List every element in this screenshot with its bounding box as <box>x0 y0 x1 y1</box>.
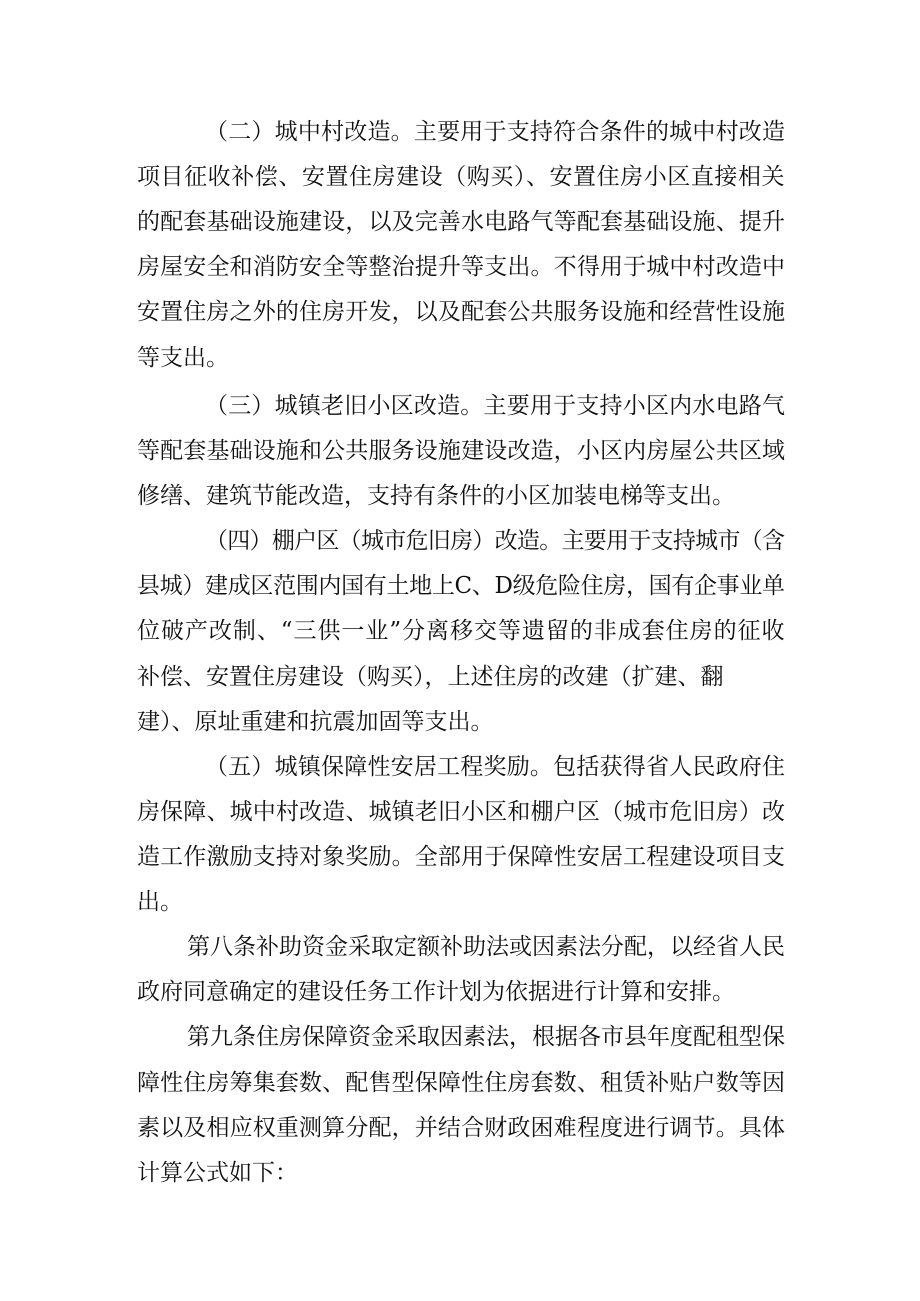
text-line: （五）城镇保障性安居工程奖励。包括获得省人民政府住 <box>205 754 786 780</box>
text-line: 房保障、城中村改造、城镇老旧小区和棚户区（城市危旧房）改 <box>137 799 786 825</box>
text-line: 位破产改制、“三供一业”分离移交等遗留的非成套住房的征收 <box>137 618 786 644</box>
text-line: 等配套基础设施和公共服务设施建设改造，小区内房屋公共区域 <box>137 438 786 464</box>
text-line: 计算公式如下： <box>137 1160 298 1186</box>
text-line: 修缮、建筑节能改造，支持有条件的小区加装电梯等支出。 <box>137 483 735 509</box>
text-line: 县城）建成区范围内国有土地上C、D级危险住房，国有企事业单 <box>137 573 785 599</box>
text-line: （四）棚户区（城市危旧房）改造。主要用于支持城市（含 <box>205 528 785 554</box>
text-line: 出。 <box>137 889 183 915</box>
text-line: 建）、原址重建和抗震加固等支出。 <box>137 709 494 735</box>
text-line: 安置住房之外的住房开发，以及配套公共服务设施和经营性设施 <box>137 299 786 325</box>
text-line: 的配套基础设施建设，以及完善水电路气等配套基础设施、提升 <box>137 209 786 235</box>
text-line: 项目征收补偿、安置住房建设（购买）、安置住房小区直接相关 <box>137 164 786 190</box>
text-line: 第八条补助资金采取定额补助法或因素法分配，以经省人民 <box>187 934 785 960</box>
text-line: 素以及相应权重测算分配，并结合财政困难程度进行调节。具体 <box>137 1115 786 1141</box>
text-line: （二）城中村改造。主要用于支持符合条件的城中村改造 <box>205 119 786 145</box>
text-line: 障性住房筹集套数、配售型保障性住房套数、租赁补贴户数等因 <box>137 1070 786 1096</box>
text-line: 第九条住房保障资金采取因素法，根据各市县年度配租型保 <box>187 1024 785 1050</box>
text-line: （三）城镇老旧小区改造。主要用于支持小区内水电路气 <box>205 393 786 419</box>
text-line: 等支出。 <box>137 345 229 371</box>
text-line: 造工作激励支持对象奖励。全部用于保障性安居工程建设项目支 <box>137 844 786 870</box>
text-line: 补偿、安置住房建设（购买），上述住房的改建（扩建、翻 <box>137 664 724 690</box>
text-line: 政府同意确定的建设任务工作计划为依据进行计算和安排。 <box>137 979 735 1005</box>
text-line: 房屋安全和消防安全等整治提升等支出。不得用于城中村改造中 <box>137 254 786 280</box>
